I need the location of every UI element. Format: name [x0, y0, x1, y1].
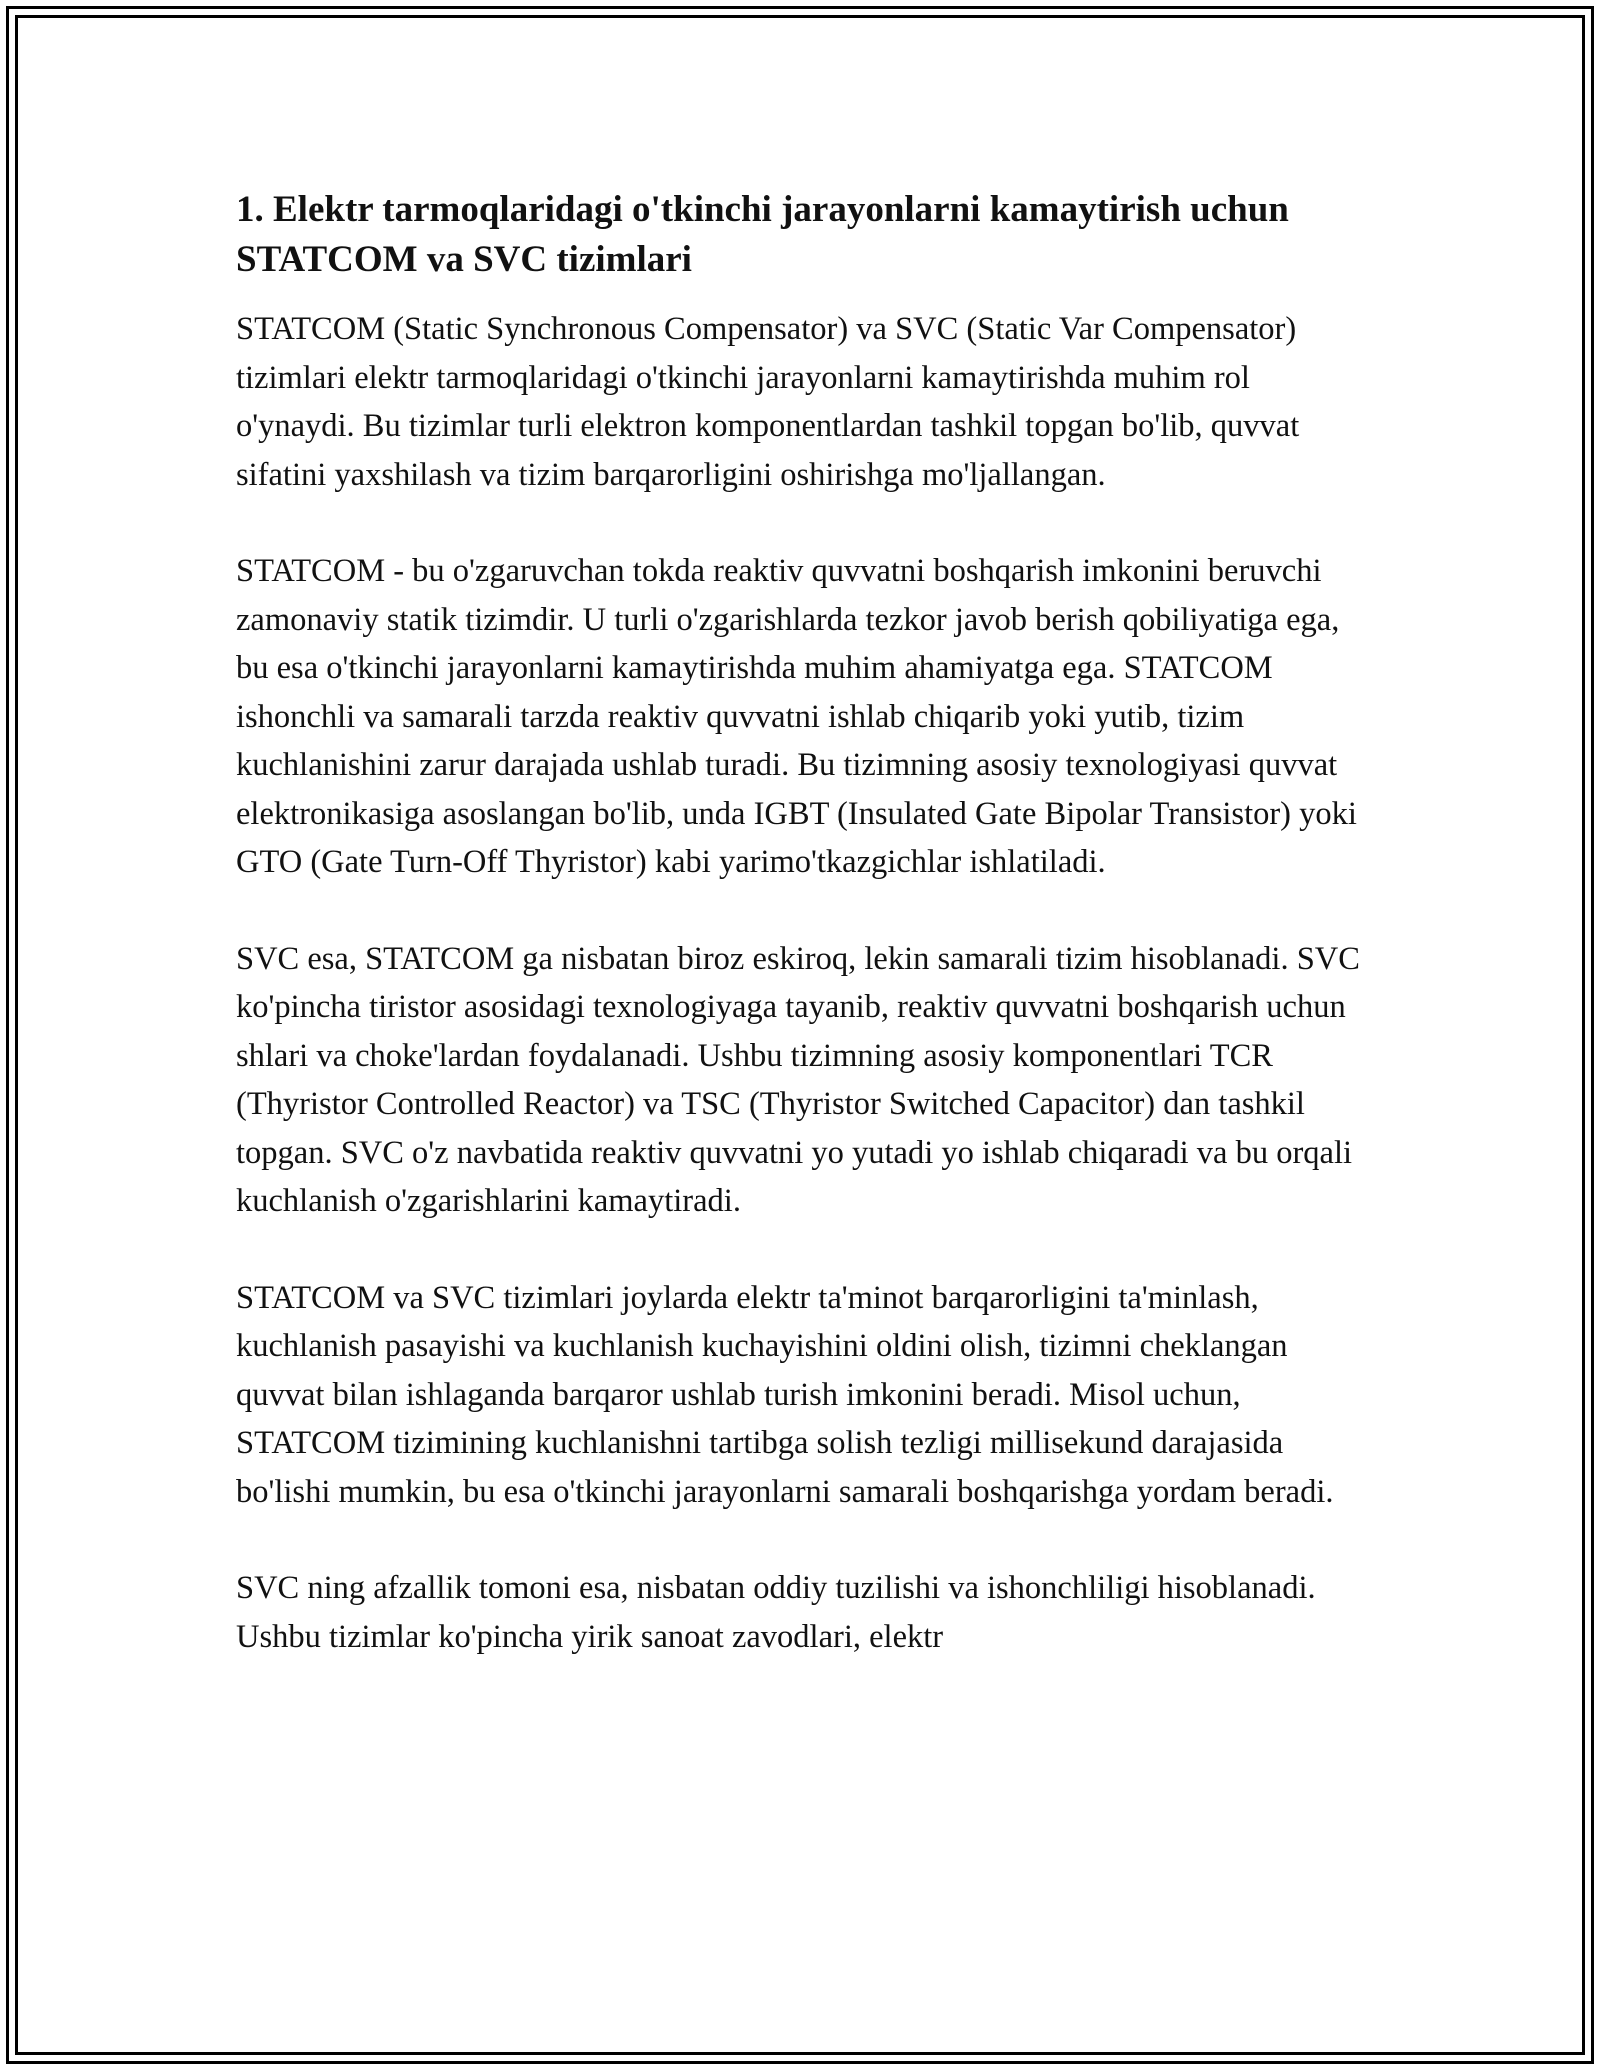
document-body — [236, 185, 1376, 1661]
paragraph: STATCOM (Static Synchronous Compensator) va SVC (Static Var Compensator) tizimlari elektr tarmoqlaridagi o'tkinchi jarayonlarni kamaytirishda muhim rol o'ynaydi. Bu tizimlar turli elektron komponentlardan tashkil topgan bo'lib, quvvat sifatini yaxshilash va tizim barqarorligini oshirishga mo'ljallangan. — [236, 311, 1300, 493]
paragraph: SVC esa, STATCOM ga nisbatan biroz eskiroq, lekin samarali tizim hisoblanadi. SVC ko'pincha tiristor asosidagi texnologiyaga tayanib, reaktiv quvvatni boshqarish uchun shlari va choke'lardan foydalanadi. Ushbu tizimning asosiy komponentlari TCR (Thyristor Controlled Reactor) va TSC (Thyristor Switched Capacitor) dan tashkil topgan. SVC o'z navbatida reaktiv quvvatni yo yutadi yo ishlab chiqaradi va bu orqali kuchlanish o'zgarishlarini kamaytiradi. — [236, 940, 1360, 1219]
section-heading: 1. Elektr tarmoqlaridagi o'tkinchi jarayonlarni kamaytirish uchun STATCOM va SVC tizimlari — [236, 189, 1289, 280]
paragraph: SVC ning afzallik tomoni esa, nisbatan oddiy tuzilishi va ishonchliligi hisoblanadi. Ushbu tizimlar ko'pincha yirik sanoat zavodlari, elektr — [236, 1570, 1316, 1655]
paragraph: STATCOM - bu o'zgaruvchan tokda reaktiv quvvatni boshqarish imkonini beruvchi zamonaviy statik tizimdir. U turli o'zgarishlarda tezkor javob berish qobiliyatiga ega, bu esa o'tkinchi jarayonlarni kamaytirishda muhim ahamiyatga ega. STATCOM ishonchli va samarali tarzda reaktiv quvvatni ishlab chiqarib yoki yutib, tizim kuchlanishini zarur darajada ushlab turadi. Bu tizimning asosiy texnologiyasi quvvat elektronikasiga asoslangan bo'lib, unda IGBT (Insulated Gate Bipolar Transistor) yoki GTO (Gate Turn-Off Thyristor) kabi yarimo'tkazgichlar ishlatiladi. — [236, 553, 1357, 880]
paragraph: STATCOM va SVC tizimlari joylarda elektr ta'minot barqarorligini ta'minlash, kuchlanish pasayishi va kuchlanish kuchayishini oldini olish, tizimni cheklangan quvvat bilan ishlaganda barqaror ushlab turish imkonini beradi. Misol uchun, STATCOM tizimining kuchlanishni tartibga solish tezligi millisekund darajasida bo'lishi mumkin, bu esa o'tkinchi jarayonlarni samarali boshqarishga yordam beradi. — [236, 1279, 1334, 1510]
